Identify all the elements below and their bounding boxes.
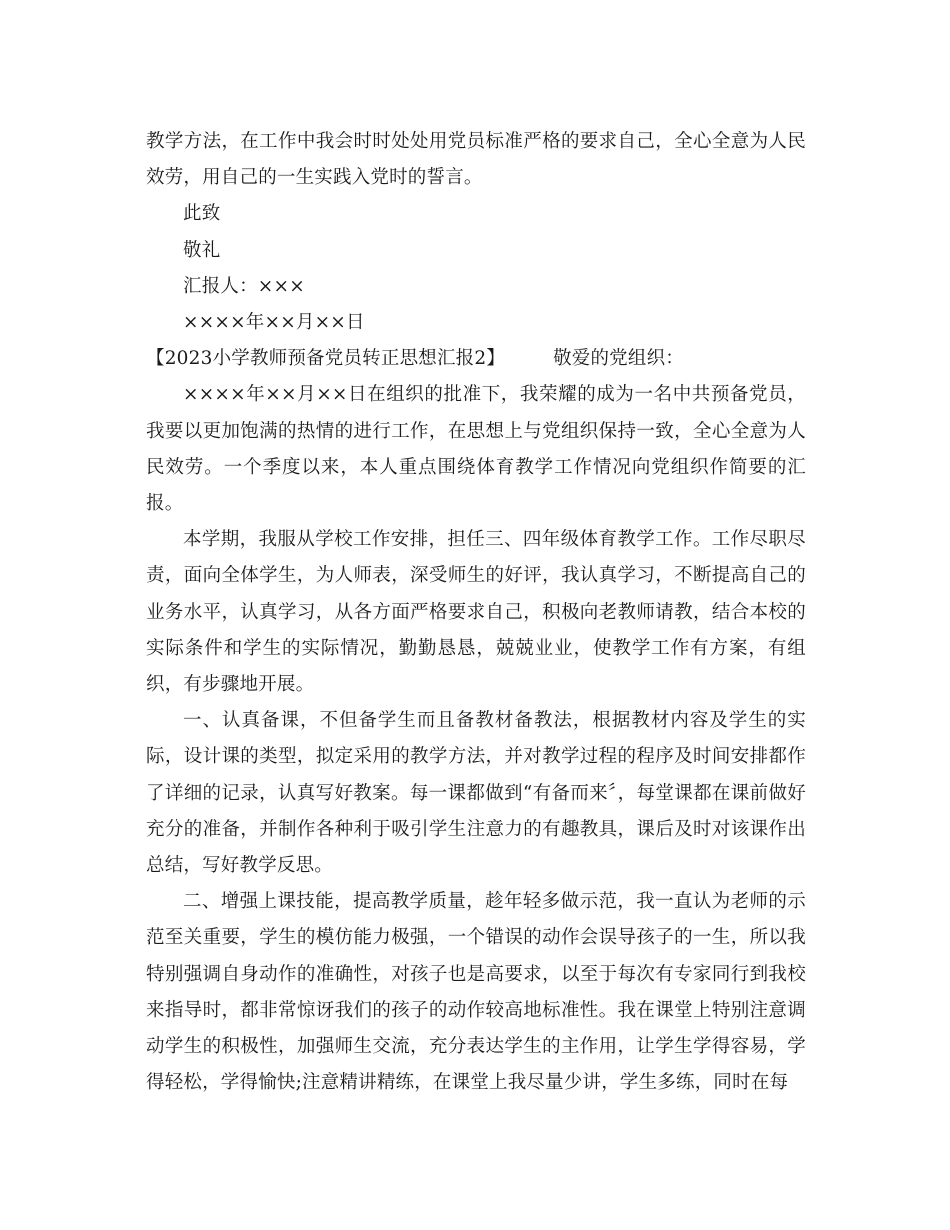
- closing-regards: 敬礼: [183, 239, 221, 261]
- date-line: ××××年××月××日: [183, 312, 365, 334]
- paragraph-intro: ××××年××月××日在组织的批准下，我荣耀的成为一名中共预备党员，我要以更加饱满的热情的进行工作，在思想上与党组织保持一致，全心全意为人民效劳。一个季度以来，本人重点围绕体育教学工作情况向党组织作简要的汇报。: [146, 384, 806, 515]
- paragraph-continuation: 教学方法，在工作中我会时时处处用党员标准严格的要求自己，全心全意为人民效劳，用自己的一生实践入党时的誓言。: [146, 131, 806, 189]
- section-heading-line: [146, 341, 806, 377]
- salutation: 敬爱的党组织：: [553, 348, 684, 370]
- closing-salutation: 此致: [183, 203, 221, 225]
- document-body: [146, 124, 806, 1101]
- section-title: 【2023小学教师预备党员转正思想汇报2】: [146, 348, 506, 370]
- paragraph-teaching-skills: 二、增强上课技能，提高教学质量，趁年轻多做示范，我一直认为老师的示范至关重要，学生的模仿能力极强，一个错误的动作会误导孩子的一生，所以我特别强调自身动作的准确性，对孩子也是高要求，以至于每次有专家同行到我校来指导时，都非常惊讶我们的孩子的动作较高地标准性。我在课堂上特别注意调动学生的积极性，加强师生交流，充分表达学生的主作用，让学生学得容易，学得轻松，学得愉快;注意精讲精练，在课堂上我尽量少讲，学生多练，同时在每: [146, 891, 806, 1094]
- reporter-line: 汇报人：×××: [183, 275, 305, 297]
- paragraph-lesson-prep: 一、认真备课，不但备学生而且备教材备教法，根据教材内容及学生的实际，设计课的类型，拟定采用的教学方法，并对教学过程的程序及时间安排都作了详细的记录，认真写好教案。每一课都做到“有备而来〞，每堂课都在课前做好充分的准备，并制作各种利于吸引学生注意力的有趣教具，课后及时对该课作出总结，写好教学反思。: [146, 710, 806, 877]
- paragraph-semester: 本学期，我服从学校工作安排，担任三、四年级体育教学工作。工作尽职尽责，面向全体学生，为人师表，深受师生的好评，我认真学习，不断提高自己的业务水平，认真学习，从各方面严格要求自己，积极向老教师请教，结合本校的实际条件和学生的实际情况，勤勤恳恳，兢兢业业，使教学工作有方案，有组织，有步骤地开展。: [146, 529, 806, 696]
